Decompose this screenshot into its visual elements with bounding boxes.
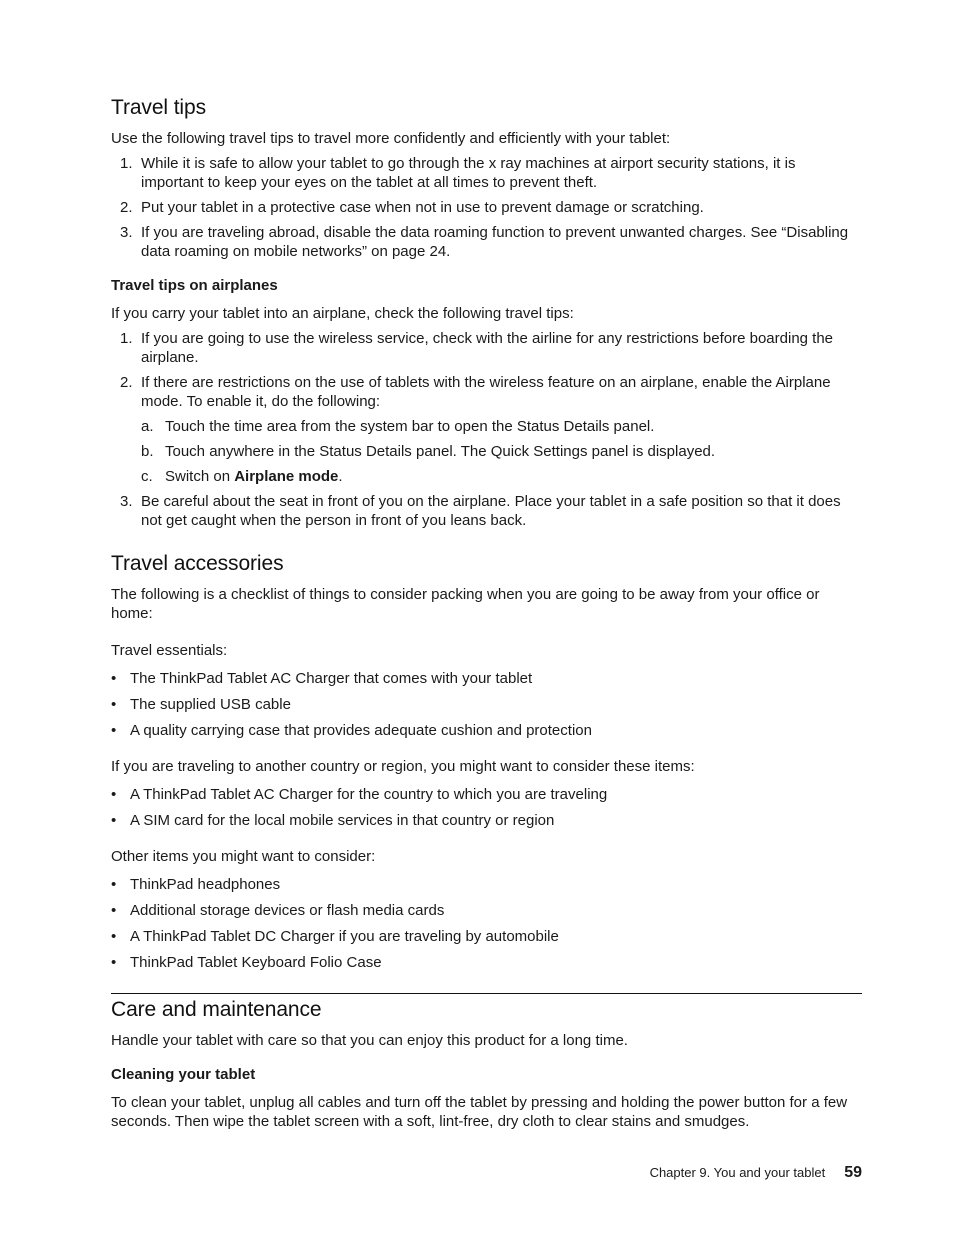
list-item-text: The ThinkPad Tablet AC Charger that comes with your tablet [130, 670, 533, 687]
list-item-text-prefix: Switch on [165, 468, 235, 485]
list-item-text: A ThinkPad Tablet AC Charger for the country to which you are traveling [130, 786, 608, 803]
list-item [111, 953, 862, 972]
list-item [111, 875, 862, 894]
list-item [141, 442, 862, 461]
bullet: • [111, 902, 117, 919]
footer-chapter: Chapter 9. You and your tablet [649, 1165, 826, 1180]
section-divider [111, 993, 862, 994]
accessories-intro: The following is a checklist of things to consider packing when you are going to be away from your office or home: [111, 586, 820, 622]
list-item-text: If you are going to use the wireless service, check with the airline for any restrictions before boarding the airplane. [141, 330, 834, 366]
bullet: • [111, 722, 117, 739]
list-letter: c. [141, 468, 153, 485]
list-item [111, 695, 862, 714]
list-item [111, 329, 862, 367]
list-item [111, 669, 862, 688]
bullet: • [111, 786, 117, 803]
list-number: 3. [120, 493, 133, 510]
list-item [111, 785, 862, 804]
list-item [111, 901, 862, 920]
essentials-list [111, 669, 862, 740]
airplanes-list [111, 329, 862, 530]
list-item-text: Touch the time area from the system bar to open the Status Details panel. [165, 418, 655, 435]
list-item [111, 223, 862, 261]
airplane-mode-steps [141, 417, 862, 486]
subheading-airplanes: Travel tips on airplanes [111, 277, 278, 294]
travel-tips-intro: Use the following travel tips to travel more confidently and efficiently with your tablet: [111, 130, 671, 147]
list-item-text: Touch anywhere in the Status Details panel. The Quick Settings panel is displayed. [165, 443, 716, 460]
list-item [111, 492, 862, 530]
section-heading-travel-accessories: Travel accessories [111, 552, 284, 575]
list-item-text: Put your tablet in a protective case when not in use to prevent damage or scratching. [141, 199, 704, 216]
section-heading-travel-tips: Travel tips [111, 96, 206, 119]
list-item-text: If you are traveling abroad, disable the data roaming function to prevent unwanted charges. See “Disabling data roaming on mobile networks” on page 24. [141, 224, 849, 260]
bullet: • [111, 670, 117, 687]
section-heading-care-maintenance: Care and maintenance [111, 998, 322, 1021]
care-intro: Handle your tablet with care so that you can enjoy this product for a long time. [111, 1032, 628, 1049]
list-item [111, 721, 862, 740]
list-item [111, 373, 862, 486]
essentials-label: Travel essentials: [111, 642, 228, 659]
list-number: 2. [120, 199, 133, 216]
document-page [111, 96, 862, 1137]
list-number: 1. [120, 155, 133, 172]
list-number: 2. [120, 374, 133, 391]
list-item-text: A quality carrying case that provides adequate cushion and protection [130, 722, 592, 739]
page-number: 59 [844, 1164, 862, 1181]
list-number: 1. [120, 330, 133, 347]
list-item-text: The supplied USB cable [130, 696, 291, 713]
other-items-list [111, 875, 862, 972]
other-items-label: Other items you might want to consider: [111, 848, 376, 865]
page-footer [650, 1164, 862, 1182]
list-item-text: Additional storage devices or flash media cards [130, 902, 445, 919]
airplanes-intro: If you carry your tablet into an airplane, check the following travel tips: [111, 305, 574, 322]
bullet: • [111, 954, 117, 971]
list-item-text: A SIM card for the local mobile services in that country or region [130, 812, 555, 829]
list-item [111, 927, 862, 946]
list-item-text: While it is safe to allow your tablet to go through the x ray machines at airport security stations, it is important to keep your eyes on the tablet at all times to prevent theft. [141, 155, 796, 191]
subheading-cleaning: Cleaning your tablet [111, 1066, 256, 1083]
list-item-text: Be careful about the seat in front of you on the airplane. Place your tablet in a safe position so that it does not get caught when the person in front of you leans back. [141, 493, 841, 529]
bullet: • [111, 812, 117, 829]
list-item [141, 467, 862, 486]
list-item-text: ThinkPad Tablet Keyboard Folio Case [130, 954, 382, 971]
list-letter: a. [141, 418, 154, 435]
list-item [111, 811, 862, 830]
airplane-mode-label: Airplane mode [234, 468, 339, 485]
bullet: • [111, 696, 117, 713]
list-item [141, 417, 862, 436]
list-item [111, 198, 862, 217]
list-number: 3. [120, 224, 133, 241]
list-item-text-suffix: . [338, 468, 343, 485]
list-letter: b. [141, 443, 154, 460]
cleaning-text: To clean your tablet, unplug all cables and turn off the tablet by pressing and holding the power button for a few seconds. Then wipe the tablet screen with a soft, lint-free, dry cloth to clear stains and smudges. [111, 1094, 848, 1130]
list-item-text: ThinkPad headphones [130, 876, 281, 893]
abroad-label: If you are traveling to another country or region, you might want to consider these items: [111, 758, 695, 775]
list-item [111, 154, 862, 192]
list-item-text: A ThinkPad Tablet DC Charger if you are traveling by automobile [130, 928, 559, 945]
abroad-list [111, 785, 862, 830]
list-item-text: If there are restrictions on the use of tablets with the wireless feature on an airplane, enable the Airplane mode. To enable it, do the following: [141, 374, 831, 410]
travel-tips-list [111, 154, 862, 261]
bullet: • [111, 928, 117, 945]
bullet: • [111, 876, 117, 893]
